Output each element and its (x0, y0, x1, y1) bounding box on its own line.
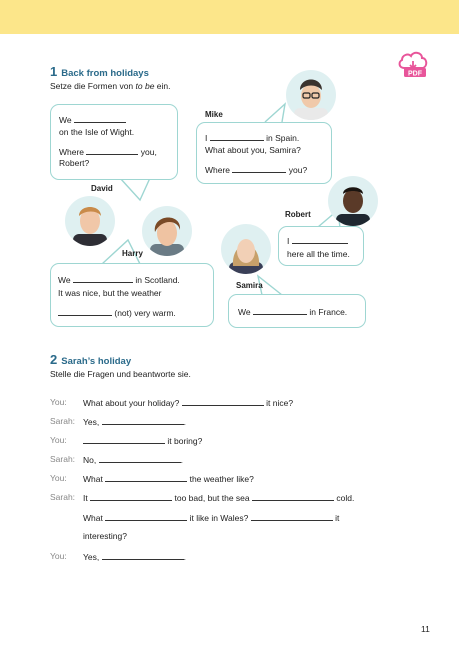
samira-avatar (221, 224, 271, 274)
speaker-label: Sarah: (50, 454, 76, 464)
dialogue-row (83, 397, 293, 408)
mike-speech-bubble (196, 122, 332, 184)
dialogue-row (83, 454, 183, 465)
dialogue-row (83, 473, 254, 484)
dialogue-row (83, 416, 186, 427)
instruction-text: Setze die Formen von (50, 81, 136, 91)
david-avatar (65, 196, 115, 246)
answer-blank[interactable] (232, 164, 286, 173)
robert-avatar (328, 176, 378, 226)
instruction-italic: to be (135, 81, 155, 91)
page-number: 11 (421, 624, 430, 634)
answer-blank[interactable] (90, 492, 172, 501)
dialogue-text: . (183, 417, 186, 427)
dialogue-text: too bad, but the sea (174, 493, 250, 503)
section2-instruction: Stelle die Fragen und beantworte sie. (50, 369, 191, 379)
section2-number: 2 (50, 352, 58, 367)
dialogue-text: No, (83, 455, 97, 465)
dialogue-text: Yes, (83, 417, 100, 427)
david-speech-bubble (50, 104, 178, 180)
bubble-text: What about you, Samira? (205, 145, 301, 155)
robert-speech-bubble (278, 226, 364, 266)
dialogue-text: it boring? (167, 436, 203, 446)
section1-number: 1 (50, 64, 58, 79)
dialogue-text: Yes, (83, 552, 100, 562)
pdf-label: PDF (408, 70, 422, 78)
instruction-text-end: ein. (154, 81, 171, 91)
dialogue-text: . (180, 455, 183, 465)
bubble-text: We (59, 115, 72, 125)
bubble-text: Where (205, 165, 231, 175)
bubble-text: It was nice, but the weather (58, 288, 162, 298)
answer-blank[interactable] (99, 454, 181, 463)
bubble-text: Where (59, 147, 85, 157)
dialogue-text: What about your holiday? (83, 398, 180, 408)
mike-avatar (286, 70, 336, 120)
answer-blank[interactable] (74, 114, 126, 123)
bubble-text: (not) very warm. (114, 308, 176, 318)
speaker-name-samira: Samira (236, 281, 263, 290)
dialogue-text: it like in Wales? (189, 513, 249, 523)
speaker-name-mike: Mike (205, 110, 223, 119)
speaker-label: You: (50, 397, 67, 407)
dialogue-text: It (83, 493, 88, 503)
speaker-label: You: (50, 435, 67, 445)
bubble-text: We (238, 307, 251, 317)
answer-blank[interactable] (182, 397, 264, 406)
dialogue-text: the weather like? (189, 474, 254, 484)
speaker-label: You: (50, 551, 67, 561)
bubble-text: on the Isle of Wight. (59, 127, 135, 137)
speaker-label: Sarah: (50, 492, 76, 502)
dialogue-text: What (83, 474, 103, 484)
dialogue-row (83, 551, 186, 562)
harry-speech-bubble (50, 263, 214, 327)
bubble-text: Robert? (59, 158, 90, 168)
dialogue-text: it (335, 513, 340, 523)
bubble-text: you? (288, 165, 308, 175)
dialogue-row (83, 492, 354, 503)
speaker-name-harry: Harry (122, 249, 143, 258)
bubble-text: in Scotland. (135, 275, 180, 285)
answer-blank[interactable] (251, 512, 333, 521)
answer-blank[interactable] (253, 306, 307, 315)
bubble-text: you, (140, 147, 157, 157)
answer-blank[interactable] (210, 132, 264, 141)
speaker-name-robert: Robert (285, 210, 311, 219)
samira-speech-bubble (228, 294, 366, 328)
section1-title: Back from holidays (61, 68, 149, 79)
dialogue-row: interesting? (83, 531, 127, 541)
dialogue-text: cold. (336, 493, 355, 503)
answer-blank[interactable] (292, 235, 348, 244)
answer-blank[interactable] (102, 416, 184, 425)
speaker-label: Sarah: (50, 416, 76, 426)
section2-title: Sarah’s holiday (61, 356, 132, 367)
bubble-text: here all the time. (287, 249, 350, 259)
answer-blank[interactable] (102, 551, 184, 560)
section2-heading (50, 352, 131, 367)
dialogue-row (83, 435, 202, 446)
answer-blank[interactable] (73, 274, 133, 283)
bubble-text: in Spain. (266, 133, 300, 143)
answer-blank[interactable] (86, 146, 138, 155)
dialogue-text: . (183, 552, 186, 562)
answer-blank[interactable] (83, 435, 165, 444)
answer-blank[interactable] (252, 492, 334, 501)
dialogue-text: What (83, 513, 103, 523)
answer-blank[interactable] (105, 473, 187, 482)
bubble-text: I (287, 236, 290, 246)
dialogue-text: it nice? (266, 398, 294, 408)
speaker-name-david: David (91, 184, 113, 193)
bubble-text: I (205, 133, 208, 143)
bubble-text: in France. (309, 307, 348, 317)
harry-avatar (142, 206, 192, 256)
bubble-text: We (58, 275, 71, 285)
answer-blank[interactable] (58, 307, 112, 316)
dialogue-row (83, 512, 339, 523)
speaker-label: You: (50, 473, 67, 483)
answer-blank[interactable] (105, 512, 187, 521)
